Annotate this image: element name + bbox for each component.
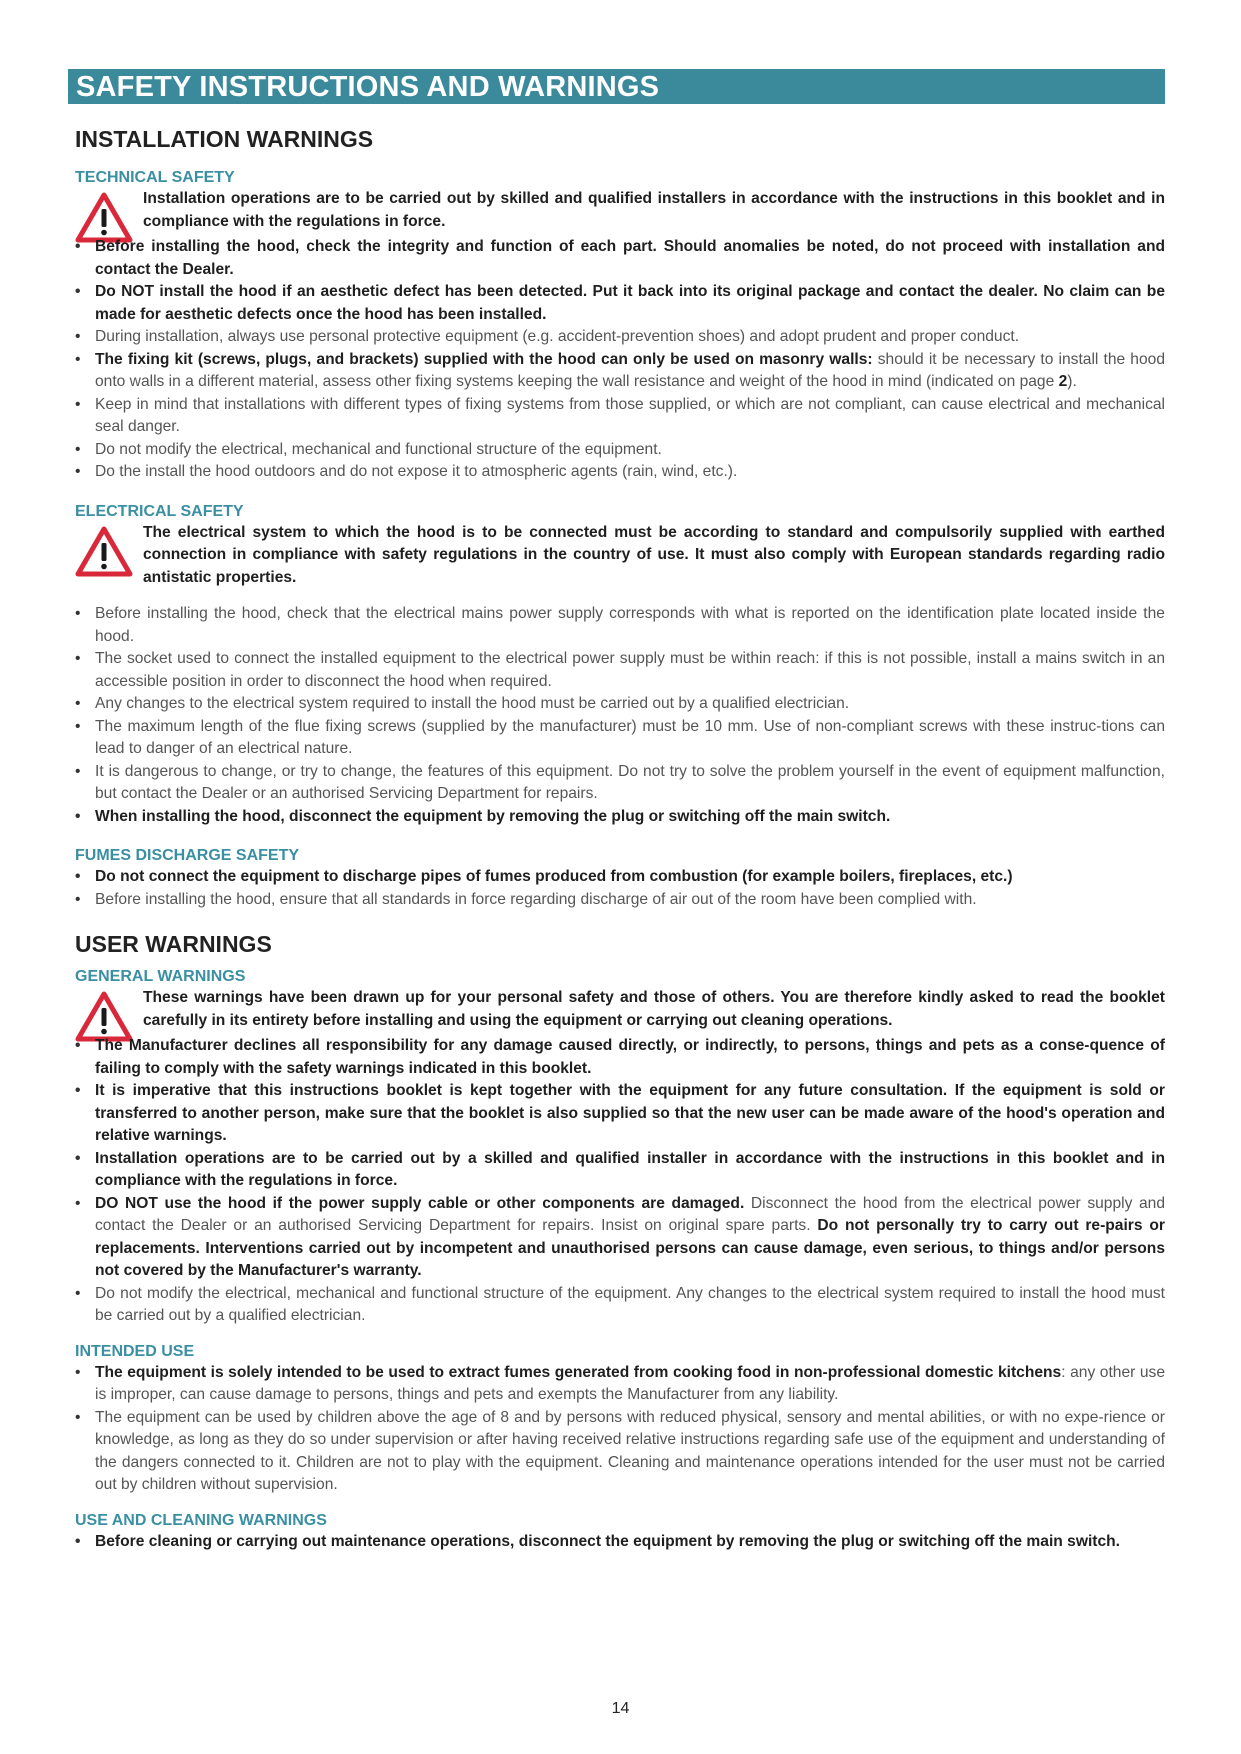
electrical-safety-warning — [75, 522, 1165, 590]
warning-triangle-icon — [75, 526, 133, 578]
list-item: • Do not modify the electrical, mechanical and functional structure of the equipment. — [75, 439, 1165, 462]
list-item-bold: DO NOT use the hood if the power supply cable or other components are damaged. — [95, 1194, 745, 1212]
warning-text: The electrical system to which the hood is to be connected must be according to standard and compulsorily supplied with earthed connection in compliance with safety regulations in the country of use. It must also comply with European standards regarding radio antistatic properties. — [143, 523, 1165, 586]
list-item: • Do NOT install the hood if an aesthetic defect has been detected. Put it back into its original package and contact the dealer. No claim can be made for aesthetic defects once the hood has been installed. — [75, 281, 1165, 326]
technical-safety-heading: TECHNICAL SAFETY — [75, 169, 235, 186]
list-item-bold: The equipment is solely intended to be used to extract fumes generated from cooking food in non-professional domestic kitchens — [95, 1363, 1062, 1381]
list-item — [75, 349, 1165, 394]
list-item: • Before cleaning or carrying out maintenance operations, disconnect the equipment by removing the plug or switching off the main switch. — [75, 1531, 1165, 1554]
list-item — [75, 1193, 1165, 1283]
list-item: • Keep in mind that installations with different types of fixing systems from those supplied, or which are not compliant, can cause electrical and mechanical seal danger. — [75, 394, 1165, 439]
list-item: • It is dangerous to change, or try to change, the features of this equipment. Do not try to solve the problem yourself in the event of equipment malfunction, but contact the Dealer or an authorised Servicing Department for repairs. — [75, 761, 1165, 806]
list-item: • Any changes to the electrical system required to install the hood must be carried out by a qualified electrician. — [75, 693, 1165, 716]
list-item-text: Disconnect the hood from the electrical power supply and contact the Dealer or an authorised Servicing Department for repairs. Insist on original spare parts. — [95, 1194, 1165, 1234]
list-item-text: : any other use is improper, can cause damage to persons, things and pets and exempts the Manufacturer from any liability. — [95, 1363, 1165, 1403]
technical-safety-list — [75, 236, 1165, 484]
electrical-safety-heading: ELECTRICAL SAFETY — [75, 502, 244, 520]
section-banner — [68, 69, 1165, 104]
use-cleaning-heading: USE AND CLEANING WARNINGS — [75, 1511, 327, 1529]
installation-warnings-heading: INSTALLATION WARNINGS — [75, 126, 374, 152]
page-reference: 2 — [1058, 373, 1068, 390]
general-warnings-warning — [75, 987, 1165, 1035]
list-item: • Before installing the hood, check the integrity and function of each part. Should anomalies be noted, do not proceed with installation and contact the Dealer. — [75, 236, 1165, 281]
general-warnings-heading: GENERAL WARNINGS — [75, 968, 246, 985]
list-item: • The equipment can be used by children above the age of 8 and by persons with reduced physical, sensory and mental abilities, or with no expe-rience or knowledge, as long as they do so under supervision or after having received relative instructions regarding safe use of the equipment and understanding of the dangers connected to it. Children are not to play with the equipment. Cleaning and maintenance operations intended for the user must not be carried out by children without supervision. — [75, 1407, 1165, 1497]
list-item: • During installation, always use personal protective equipment (e.g. accident-prevention shoes) and adopt prudent and proper conduct. — [75, 326, 1165, 349]
user-warnings-heading: USER WARNINGS — [75, 931, 272, 957]
page-number: 14 — [611, 1700, 630, 1717]
warning-text: Installation operations are to be carried out by skilled and qualified installers in accordance with the instructions in this booklet and in compliance with the regulations in force. — [143, 190, 1165, 230]
list-item: • The Manufacturer declines all responsibility for any damage caused directly, or indirectly, to persons, things and pets as a conse-quence of failing to comply with the safety warnings indicated in this booklet. — [75, 1035, 1165, 1080]
general-warnings-list — [75, 1035, 1165, 1328]
intended-use-heading: INTENDED USE — [75, 1342, 195, 1360]
list-item: • When installing the hood, disconnect the equipment by removing the plug or switching off the main switch. — [75, 806, 1165, 829]
list-item-text: should it be necessary to install the hood onto walls in a different material, assess other fixing systems keeping the wall resistance and weight of the hood in mind (indicated on page — [95, 350, 1165, 390]
fumes-discharge-list — [75, 866, 1165, 911]
list-item: • Installation operations are to be carried out by a skilled and qualified installer in accordance with the instructions in this booklet and in compliance with the regulations in force. — [75, 1148, 1165, 1193]
intended-use-list — [75, 1362, 1165, 1497]
list-item: • The socket used to connect the installed equipment to the electrical power supply must be within reach: if this is not possible, install a mains switch in an accessible position in order to disconnect the hood when required. — [75, 648, 1165, 693]
warning-text: These warnings have been drawn up for your personal safety and those of others. You are therefore kindly asked to read the booklet carefully in its entirety before installing and using the equipment or carrying out cleaning operations. — [143, 989, 1165, 1029]
list-item-bold: The fixing kit (screws, plugs, and brackets) supplied with the hood can only be used on masonry walls: — [95, 350, 873, 368]
electrical-safety-list — [75, 603, 1165, 828]
technical-safety-warning — [75, 188, 1165, 236]
list-item: • The maximum length of the flue fixing screws (supplied by the manufacturer) must be 10 mm. Use of non-compliant screws with these instruc-tions can lead to danger of an electrical nature. — [75, 716, 1165, 761]
list-item: • Do the install the hood outdoors and do not expose it to atmospheric agents (rain, wind, etc.). — [75, 461, 1165, 484]
fumes-discharge-heading: FUMES DISCHARGE SAFETY — [75, 847, 300, 864]
list-item: • Do not modify the electrical, mechanical and functional structure of the equipment. Any changes to the electrical system required to install the hood must be carried out by a qualified electrician. — [75, 1283, 1165, 1328]
page-title: SAFETY INSTRUCTIONS AND WARNINGS — [76, 71, 660, 103]
list-item: • Do not connect the equipment to discharge pipes of fumes produced from combustion (for example boilers, fireplaces, etc.) — [75, 866, 1165, 889]
list-item-bold: Do not personally try to carry out re-pairs or replacements. Interventions carried out by incompetent and unauthorised persons can cause damage, even serious, to things and/or persons not covered by the Manufacturer's warranty. — [95, 1217, 1165, 1279]
page-content — [75, 120, 1165, 1553]
list-item: • Before installing the hood, ensure that all standards in force regarding discharge of air out of the room have been complied with. — [75, 889, 1165, 912]
list-item-text: ). — [1067, 373, 1077, 390]
list-item: • Before installing the hood, check that the electrical mains power supply corresponds with what is reported on the identification plate located inside the hood. — [75, 603, 1165, 648]
list-item: • It is imperative that this instructions booklet is kept together with the equipment for any future consultation. If the equipment is sold or transferred to another person, make sure that the booklet is also supplied so that the new user can be made aware of the hood's operation and relative warnings. — [75, 1080, 1165, 1148]
use-cleaning-list — [75, 1531, 1165, 1554]
list-item — [75, 1362, 1165, 1407]
